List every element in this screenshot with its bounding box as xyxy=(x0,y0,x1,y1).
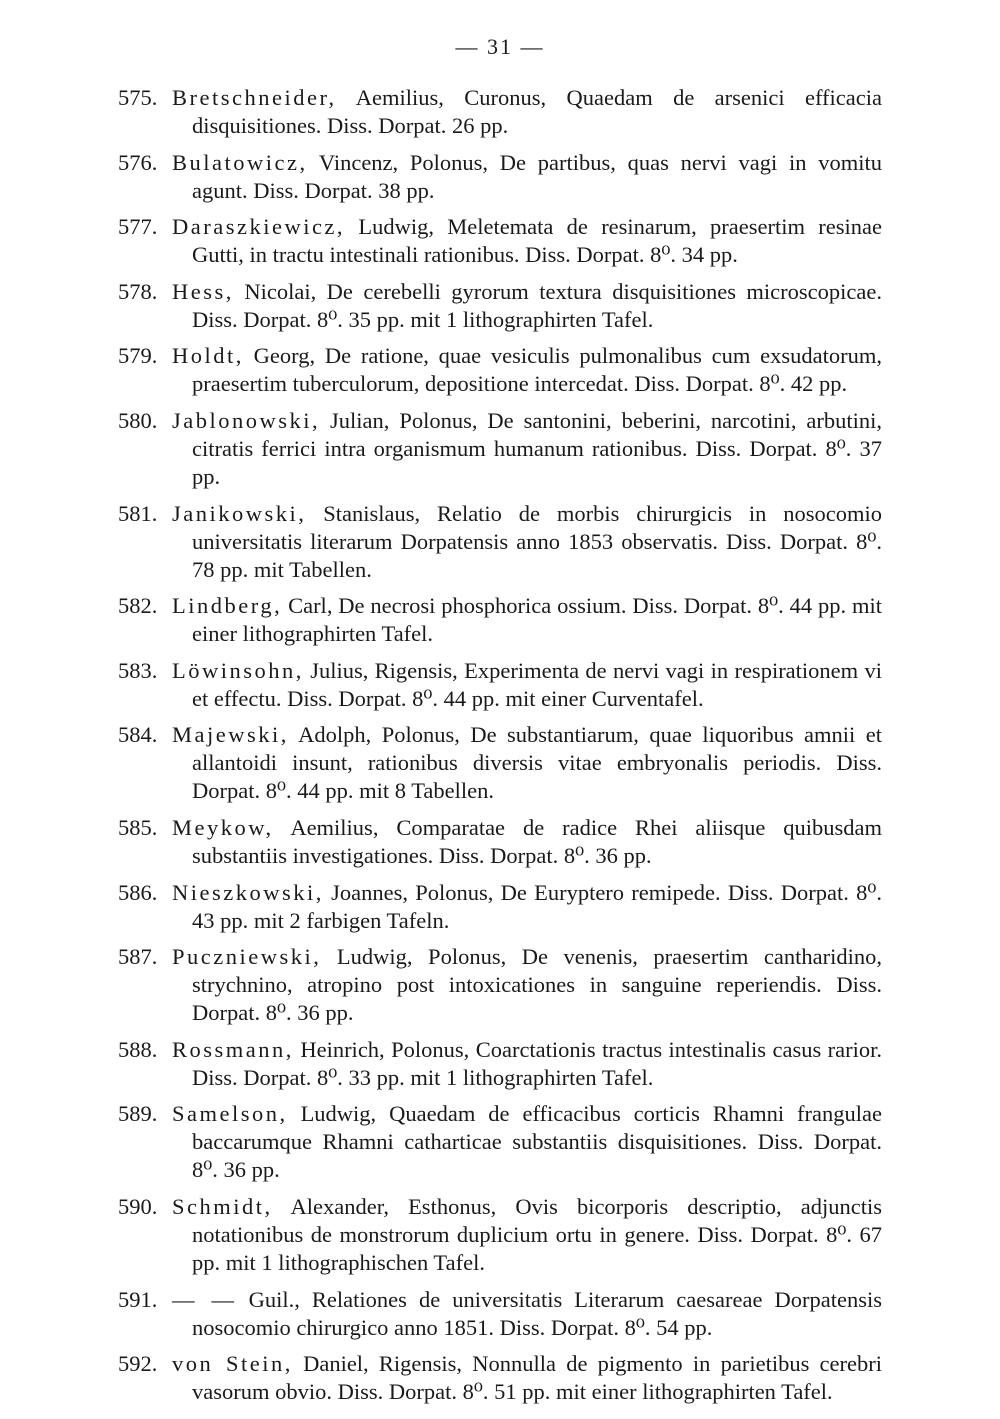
entry-text: Nicolai, De cerebelli gyrorum textura disquisitiones microscopicae. Diss. Dorpat. 8⁰. 35 pp. mit 1 lithographirten Tafel. xyxy=(192,278,882,332)
entry-author: Löwinsohn, xyxy=(172,657,304,683)
entry-author: Hess, xyxy=(172,278,234,304)
bibliography-entry xyxy=(0,657,1000,713)
entry-author: — — xyxy=(172,1286,237,1312)
entry-author: Bulatowicz, xyxy=(172,149,308,175)
bibliography-entry xyxy=(0,407,1000,491)
bibliography-entry xyxy=(0,149,1000,205)
entry-number: 587. xyxy=(118,944,158,970)
entry-number: 585. xyxy=(118,814,158,840)
bibliography-entry xyxy=(0,1193,1000,1277)
entry-number: 590. xyxy=(118,1193,158,1219)
entry-number: 576. xyxy=(118,149,158,175)
entry-author: Nieszkowski, xyxy=(172,879,324,905)
entry-body xyxy=(172,879,882,935)
entry-body xyxy=(172,84,882,140)
entry-text: Ludwig, Quaedam de efficacibus corticis Rhamni frangulae baccarumque Rhamni catharticae substantiis disquisitiones. Diss. Dorpat. 8⁰. 36 pp. xyxy=(192,1101,882,1183)
entry-number: 580. xyxy=(118,407,158,433)
entry-text: Adolph, Polonus, De substantiarum, quae liquoribus amnii et allantoidi insunt, rationibus diversis vitae embryonalis periodis. Diss. Dorpat. 8⁰. 44 pp. mit 8 Tabellen. xyxy=(192,722,882,804)
entry-text: Alexander, Esthonus, Ovis bicorporis descriptio, adjunctis notationibus de monstrorum duplicium ortu in genere. Diss. Dorpat. 8⁰. 67 pp. mit 1 lithographischen Tafel. xyxy=(192,1193,882,1275)
bibliography-entry xyxy=(0,879,1000,935)
entry-author: Holdt, xyxy=(172,343,244,369)
entry-body xyxy=(172,592,882,648)
entry-body xyxy=(172,1193,882,1277)
entry-number: 575. xyxy=(118,85,158,110)
bibliography-entry xyxy=(0,1286,1000,1342)
bibliography-entry xyxy=(0,592,1000,648)
entry-body xyxy=(172,721,882,805)
entry-body xyxy=(172,1286,882,1342)
entry-text: Daniel, Rigensis, Nonnulla de pigmento in parietibus cerebri vasorum obvio. Diss. Dorpat. 8⁰. 51 pp. mit einer lithographirten Tafel. xyxy=(192,1351,882,1405)
entry-text: Ludwig, Polonus, De venenis, praesertim cantharidino, strychnino, atropino post intoxicationes in sanguine reperiendis. Diss. Dorpat. 8⁰. 36 pp. xyxy=(192,944,882,1026)
entry-number: 582. xyxy=(118,593,158,619)
bibliography-entry xyxy=(0,943,1000,1027)
entry-author: Lindberg, xyxy=(172,593,283,619)
entry-author: Rossmann, xyxy=(172,1036,294,1062)
entry-text: Julius, Rigensis, Experimenta de nervi vagi in respirationem vi et effectu. Diss. Dorpat. 8⁰. 44 pp. mit einer Curventafel. xyxy=(192,657,882,711)
bibliography-entry xyxy=(0,721,1000,805)
entry-body xyxy=(172,213,882,269)
bibliography-entry xyxy=(0,814,1000,870)
entry-author: Bretschneider, xyxy=(172,85,337,110)
entry-body xyxy=(172,657,882,713)
entry-number: 589. xyxy=(118,1101,158,1127)
entry-number: 591. xyxy=(118,1286,158,1312)
entry-body xyxy=(172,1350,882,1406)
entry-author: Meykow, xyxy=(172,814,274,840)
entry-text: Joannes, Polonus, De Euryptero remipede. Diss. Dorpat. 8⁰. 43 pp. mit 2 farbigen Tafeln. xyxy=(192,879,882,933)
entry-number: 583. xyxy=(118,657,158,683)
entry-body xyxy=(172,342,882,398)
bibliography-entry xyxy=(0,1036,1000,1092)
entry-text: Julian, Polonus, De santonini, beberini, narcotini, arbutini, citratis ferrici intra organismum humanum rationibus. Diss. Dorpat. 8⁰. 37 pp. xyxy=(192,407,882,489)
bibliography-entry xyxy=(0,1350,1000,1406)
entry-author: Daraszkiewicz, xyxy=(172,214,346,240)
entry-text: Stanislaus, Relatio de morbis chirurgicis in nosocomio universitatis literarum Dorpatensis anno 1853 observatis. Diss. Dorpat. 8⁰. 78 pp. mit Tabellen. xyxy=(192,500,882,582)
entry-body xyxy=(172,500,882,584)
entry-author: Majewski, xyxy=(172,722,289,748)
entry-number: 592. xyxy=(118,1351,158,1377)
entry-number: 586. xyxy=(118,879,158,905)
bibliography-entry xyxy=(0,278,1000,334)
entry-number: 578. xyxy=(118,278,158,304)
entry-text: Georg, De ratione, quae vesiculis pulmonalibus cum exsudatorum, praesertim tuberculorum, depositione intercedat. Diss. Dorpat. 8⁰. 42 pp. xyxy=(192,343,882,397)
entry-text: Heinrich, Polonus, Coarctationis tractus intestinalis casus rarior. Diss. Dorpat. 8⁰. 33 pp. mit 1 lithographirten Tafel. xyxy=(192,1036,882,1090)
bibliography-list xyxy=(0,84,1000,1415)
entry-text: Aemilius, Curonus, Quaedam de arsenici efficacia disquisitiones. Diss. Dorpat. 26 pp. xyxy=(192,85,882,138)
entry-body xyxy=(172,1100,882,1184)
entry-body xyxy=(172,1036,882,1092)
entry-number: 584. xyxy=(118,722,158,748)
entry-author: Samelson, xyxy=(172,1101,288,1127)
entry-text: Aemilius, Comparatae de radice Rhei aliisque quibusdam substantiis investigationes. Diss. Dorpat. 8⁰. 36 pp. xyxy=(192,814,882,868)
bibliography-entry xyxy=(0,1100,1000,1184)
entry-body xyxy=(172,407,882,491)
page-number: — 31 — xyxy=(455,34,545,59)
entry-body xyxy=(172,943,882,1027)
entry-body xyxy=(172,814,882,870)
bibliography-entry xyxy=(0,84,1000,140)
entry-text: Ludwig, Meletemata de resinarum, praesertim resinae Gutti, in tractu intestinali rationibus. Diss. Dorpat. 8⁰. 34 pp. xyxy=(192,214,882,268)
entry-author: von Stein, xyxy=(172,1351,293,1377)
entry-author: Janikowski, xyxy=(172,500,307,526)
bibliography-entry xyxy=(0,342,1000,398)
entry-author: Schmidt, xyxy=(172,1193,273,1219)
entry-number: 581. xyxy=(118,500,158,526)
entry-author: Puczniewski, xyxy=(172,944,322,970)
entry-number: 579. xyxy=(118,343,158,369)
entry-number: 588. xyxy=(118,1036,158,1062)
bibliography-entry xyxy=(0,500,1000,584)
entry-text: Guil., Relationes de universitatis Literarum caesareae Dorpatensis nosocomio chirurgico anno 1851. Diss. Dorpat. 8⁰. 54 pp. xyxy=(192,1286,882,1340)
entry-text: Vincenz, Polonus, De partibus, quas nervi vagi in vomitu agunt. Diss. Dorpat. 38 pp. xyxy=(192,149,882,203)
entry-author: Jablonowski, xyxy=(172,407,321,433)
entry-number: 577. xyxy=(118,214,158,240)
entry-text: Carl, De necrosi phosphorica ossium. Diss. Dorpat. 8⁰. 44 pp. mit einer lithographirten Tafel. xyxy=(192,593,882,647)
entry-body xyxy=(172,149,882,205)
bibliography-entry xyxy=(0,213,1000,269)
entry-body xyxy=(172,278,882,334)
